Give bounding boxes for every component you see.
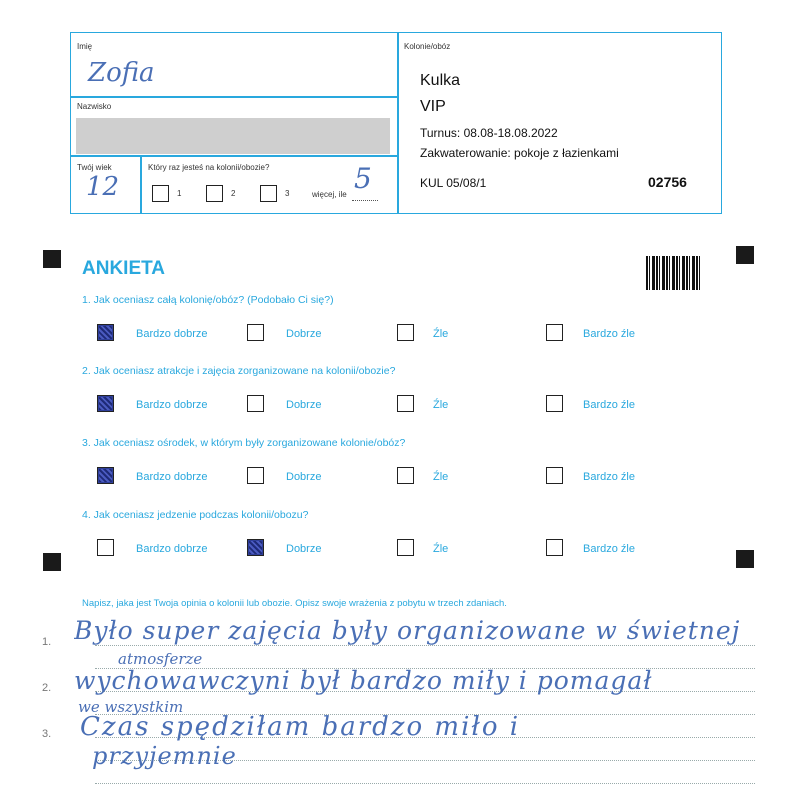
- question-3-checkbox-3[interactable]: [397, 467, 414, 484]
- registration-marker: [736, 550, 754, 568]
- registration-marker: [43, 553, 61, 571]
- kolonia-name: Kulka: [420, 72, 461, 89]
- question-2-option-label: Bardzo źle: [583, 399, 635, 411]
- question-4-option-label: Bardzo dobrze: [136, 543, 208, 555]
- question-2-checkbox-4[interactable]: [546, 395, 563, 412]
- kolonia-kod: KUL 05/08/1: [420, 176, 487, 190]
- question-2-checkbox-3[interactable]: [397, 395, 414, 412]
- question-4-checkbox-1[interactable]: [97, 539, 114, 556]
- handwriting-line-2b[interactable]: we wszystkim: [78, 698, 184, 716]
- ktory-raz-label: Który raz jesteś na kolonii/obozie?: [148, 163, 270, 172]
- handwriting-line-3[interactable]: Czas spędziłam bardzo miło i: [80, 712, 521, 742]
- question-4-checkbox-4[interactable]: [546, 539, 563, 556]
- wiek-value[interactable]: 12: [86, 172, 120, 202]
- handwriting-line-1b[interactable]: atmosferze: [118, 650, 203, 668]
- line-number-1: 1.: [42, 636, 52, 648]
- imie-value[interactable]: Zofia: [88, 58, 155, 88]
- question-4-option-label: Dobrze: [286, 543, 322, 555]
- header-divider-age: [140, 155, 142, 214]
- question-1-checkbox-1[interactable]: [97, 324, 114, 341]
- kolonia-label: Kolonie/obóz: [404, 42, 451, 51]
- wiek-label: Twój wiek: [77, 163, 112, 172]
- ktory-raz-checkbox-3[interactable]: [260, 185, 277, 202]
- question-3-text: 3. Jak oceniasz ośrodek, w którym były zorganizowane kolonie/obóz?: [82, 437, 406, 449]
- ktory-raz-checkbox-1[interactable]: [152, 185, 169, 202]
- question-1-option-label: Bardzo dobrze: [136, 328, 208, 340]
- opinion-prompt: Napisz, jaka jest Twoja opinia o kolonii lub obozie. Opisz swoje wrażenia z pobytu w trzech zdaniach.: [82, 598, 507, 609]
- question-1-checkbox-4[interactable]: [546, 324, 563, 341]
- kolonia-numer: 02756: [648, 174, 687, 190]
- question-3-option-label: Dobrze: [286, 471, 322, 483]
- question-3-checkbox-4[interactable]: [546, 467, 563, 484]
- question-1-checkbox-3[interactable]: [397, 324, 414, 341]
- handwriting-line-2[interactable]: wychowawczyni był bardzo miły i pomagał: [74, 666, 653, 695]
- question-2-option-label: Bardzo dobrze: [136, 399, 208, 411]
- wiecej-dotline: [352, 200, 378, 201]
- question-3-option-label: Bardzo dobrze: [136, 471, 208, 483]
- kolonia-type: VIP: [420, 98, 446, 115]
- header-divider-vertical: [397, 32, 399, 214]
- question-2-checkbox-2[interactable]: [247, 395, 264, 412]
- question-4-option-label: Bardzo źle: [583, 543, 635, 555]
- header-divider-1: [70, 96, 398, 98]
- registration-marker: [736, 246, 754, 264]
- question-1-option-label: Bardzo źle: [583, 328, 635, 340]
- wiecej-label: więcej, ile: [312, 190, 347, 199]
- nazwisko-redacted: [76, 118, 390, 154]
- question-2-checkbox-1[interactable]: [97, 395, 114, 412]
- question-4-option-label: Źle: [433, 543, 449, 555]
- question-2-option-label: Dobrze: [286, 399, 322, 411]
- question-4-checkbox-2[interactable]: [247, 539, 264, 556]
- question-1-option-label: Dobrze: [286, 328, 322, 340]
- ktory-raz-checkbox-2[interactable]: [206, 185, 223, 202]
- question-3-checkbox-1[interactable]: [97, 467, 114, 484]
- kolonia-turnus: Turnus: 08.08-18.08.2022: [420, 126, 558, 140]
- header-divider-2: [70, 155, 398, 157]
- question-3-option-label: Źle: [433, 471, 449, 483]
- ktory-raz-opt3: 3: [285, 189, 290, 198]
- question-3-option-label: Bardzo źle: [583, 471, 635, 483]
- line-number-2: 2.: [42, 682, 52, 694]
- handwriting-line-3b[interactable]: przyjemnie: [92, 742, 237, 770]
- question-1-text: 1. Jak oceniasz całą kolonię/obóz? (Podobało Ci się?): [82, 294, 334, 306]
- handwriting-line-1[interactable]: Było super zajęcia były organizowane w świetnej: [74, 616, 741, 645]
- nazwisko-label: Nazwisko: [77, 102, 112, 111]
- question-1-option-label: Źle: [433, 328, 449, 340]
- barcode: [646, 256, 700, 290]
- line-number-3: 3.: [42, 728, 52, 740]
- question-4-checkbox-3[interactable]: [397, 539, 414, 556]
- registration-marker: [43, 250, 61, 268]
- ankieta-title: ANKIETA: [82, 258, 166, 279]
- question-2-option-label: Źle: [433, 399, 449, 411]
- question-4-text: 4. Jak oceniasz jedzenie podczas kolonii/obozu?: [82, 509, 309, 521]
- ktory-raz-opt1: 1: [177, 189, 182, 198]
- answer-line: [95, 645, 755, 646]
- ktory-raz-opt2: 2: [231, 189, 236, 198]
- wiecej-value[interactable]: 5: [354, 162, 372, 195]
- imie-label: Imię: [77, 42, 93, 51]
- kolonia-zakwaterowanie: Zakwaterowanie: pokoje z łazienkami: [420, 146, 619, 160]
- question-2-text: 2. Jak oceniasz atrakcje i zajęcia zorganizowane na kolonii/obozie?: [82, 365, 396, 377]
- answer-line: [95, 783, 755, 784]
- question-1-checkbox-2[interactable]: [247, 324, 264, 341]
- question-3-checkbox-2[interactable]: [247, 467, 264, 484]
